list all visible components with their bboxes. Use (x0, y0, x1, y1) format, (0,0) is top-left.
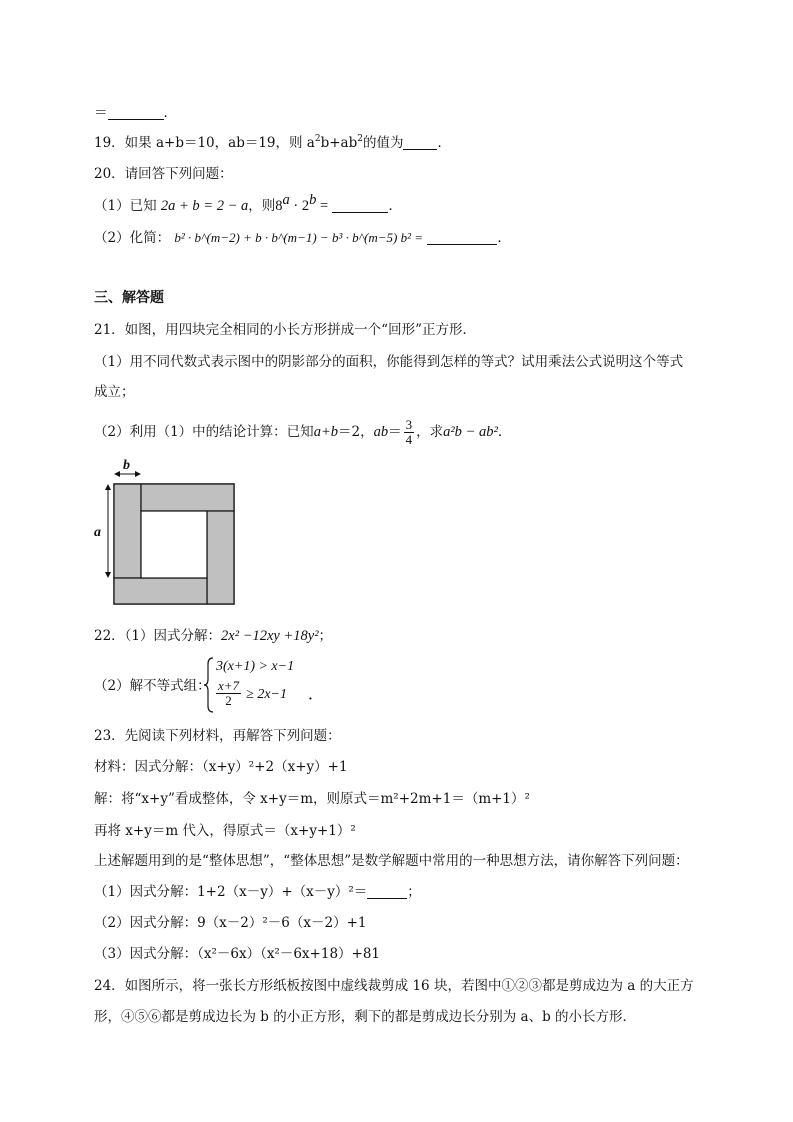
label-b: b (123, 458, 130, 473)
inequality-2: $\frac{x+7}{2}$ ≥ 2x−1 (218, 678, 287, 708)
question-24-line-2: 形，④⑤⑥都是剪成边长为 b 的小正方形，剩下的都是剪成边长分别为 a、b 的小长方形． (94, 1009, 636, 1025)
answer-blank[interactable] (427, 230, 497, 245)
shaded-rect-bottom (114, 578, 207, 604)
question-21-part-2: （2）利用（1）中的结论计算：已知a+b＝2，ab＝ $\frac{3}{4}$ ，求a²b − ab²． (94, 417, 512, 447)
shaded-rect-left (114, 484, 141, 578)
left-brace-icon (204, 657, 214, 713)
question-23-part-3: （3）因式分解：（x²－6x）（x²－6x+18）+81 (94, 946, 381, 962)
b-arrow-right-head (135, 471, 141, 477)
question-23-part-2: （2）因式分解：9（x－2）²－6（x－2）+1 (94, 915, 367, 931)
inequality-1: 3(x+1) > x−1 (216, 659, 295, 674)
inner-square (141, 511, 207, 578)
shaded-rect-right (207, 511, 234, 604)
question-23-material: 材料：因式分解：（x+y）²+2（x+y）+1 (94, 759, 348, 775)
question-21-part-1: （1）用不同代数式表示图中的阴影部分的面积，你能得到怎样的等式？试用乘法公式说明这个等式 (94, 354, 684, 370)
question-20-part-1: （1）已知 2a + b = 2 − a，则$8^a \cdot 2^b$ = ． (94, 192, 402, 214)
question-20-stem: 20．请回答下列问题： (94, 166, 233, 182)
question-24-line-1: 24．如图所示，将一张长方形纸板按图中虚线裁剪成 16 块，若图中①②③都是剪成边为 a 的大正方 (94, 978, 694, 994)
answer-blank[interactable] (403, 135, 437, 150)
question-21-stem: 21．如图，用四块完全相同的小长方形拼成一个“回形”正方形． (94, 322, 476, 338)
a-arrow-top-head (105, 484, 111, 490)
question-23-stem: 23．先阅读下列材料，再解答下列问题： (94, 728, 341, 744)
shaded-rect-top (141, 484, 234, 511)
answer-blank[interactable] (332, 198, 388, 213)
fraction: $\frac{3}{4}$ (405, 417, 413, 447)
question-19: 19．如果 a+b＝10，ab＝19，则 $a^2b+ab^2$的值为 ． (94, 134, 451, 151)
square-figure (90, 455, 240, 610)
a-arrow-bottom-head (105, 572, 111, 578)
question-20-part-2: （2）化简： b² · b^(m−2) + b · b^(m−1) − b³ · b^(m−5) b² = ． (94, 230, 511, 246)
question-21-part-1-cont: 成立； (94, 384, 135, 400)
section-title: 三、解答题 (94, 290, 164, 306)
answer-blank[interactable] (367, 884, 407, 899)
question-23-summary: 上述解题用到的是“整体思想”，“整体思想”是数学解题中常用的一种思想方法，请你解答下列问题： (94, 853, 689, 869)
question-22-part-1: 22．（1）因式分解：2x² −12xy +18y²； (94, 628, 333, 644)
question-23-substitute: 再将 x+y＝m 代入，得原式＝（x+y+1）² (94, 823, 356, 839)
question-22-part-2-label: （2）解不等式组： (94, 678, 211, 694)
question-23-part-1: （1）因式分解：1+2（x－y）+（x－y）²＝ ； (94, 884, 421, 900)
inequality-system: 3(x+1) > x−1 $\frac{x+7}{2}$ ≥ 2x−1 ． (204, 657, 334, 713)
label-a: a (94, 525, 101, 540)
q18-tail: ＝ ． (94, 105, 177, 121)
b-arrow-left-head (114, 471, 120, 477)
answer-blank[interactable] (108, 105, 164, 120)
question-23-solution: 解：将“x+y”看成整体，令 x+y＝m，则原式＝m²+2m+1＝（m+1）² (94, 791, 530, 807)
